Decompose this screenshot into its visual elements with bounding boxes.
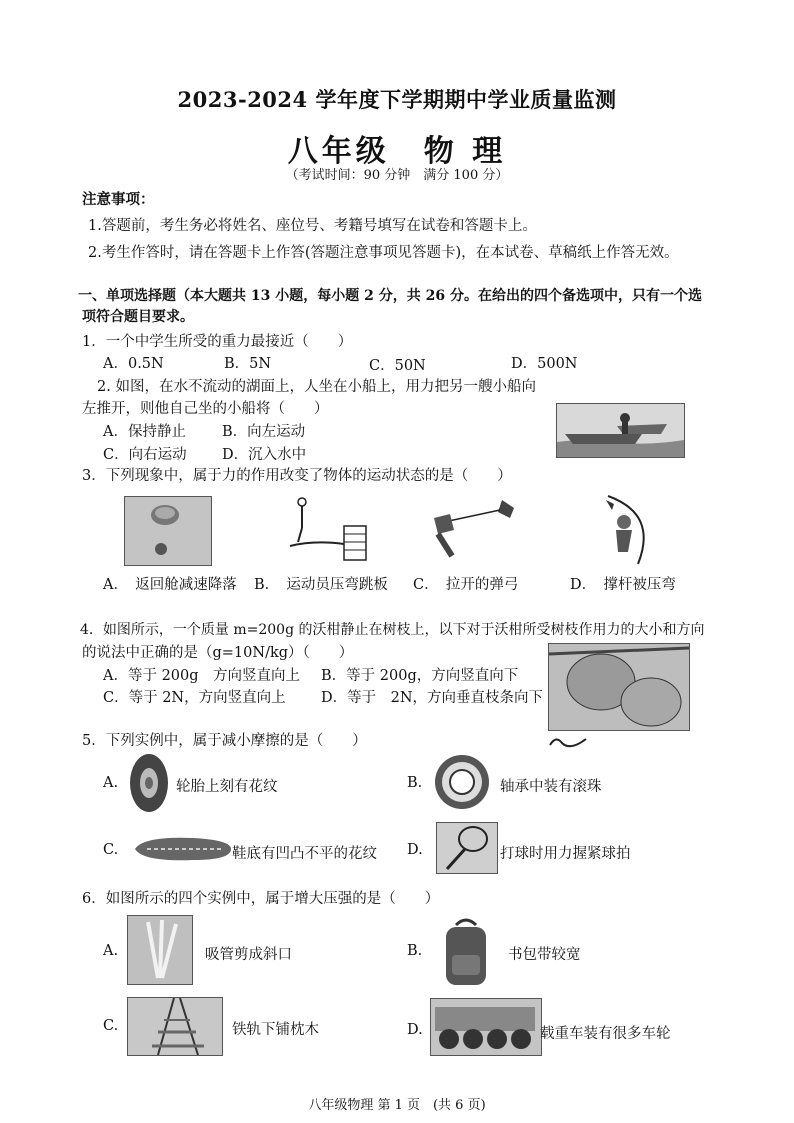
q5-option-c-text: 鞋底有凹凸不平的花纹 bbox=[232, 846, 377, 862]
subject-title: 八年级 物 理 bbox=[287, 134, 507, 169]
boat-image bbox=[556, 403, 685, 458]
q6-option-b-letter: B. bbox=[407, 943, 423, 959]
q5-option-b-letter: B. bbox=[407, 775, 423, 791]
q1-option-c: C．50N bbox=[369, 358, 426, 374]
q2-stem-line2: 左推开，则他自己坐的小船将（ ） bbox=[82, 401, 329, 417]
notice-heading: 注意事项： bbox=[82, 191, 155, 208]
q3-option-c: C． 拉开的弹弓 bbox=[413, 577, 519, 593]
q5-option-d-letter: D. bbox=[407, 842, 423, 858]
straw-image bbox=[127, 915, 193, 985]
q6-option-c-text: 铁轨下铺枕木 bbox=[232, 1022, 319, 1038]
q6-option-a-text: 吸管剪成斜口 bbox=[205, 947, 292, 963]
q3-option-a: A． 返回舱减速降落 bbox=[103, 577, 237, 593]
q5-option-c-letter: C. bbox=[103, 842, 119, 858]
pole-vault-image bbox=[598, 494, 662, 566]
q3-option-b: B． 运动员压弯跳板 bbox=[254, 577, 388, 593]
tire-image bbox=[128, 752, 170, 814]
q4-option-b: B．等于 200g，方向竖直向下 bbox=[321, 668, 519, 684]
q5-option-a-text: 轮胎上刻有花纹 bbox=[176, 779, 278, 795]
q3-option-d: D． 撑杆被压弯 bbox=[570, 577, 676, 593]
q5-stem: 5．下列实例中，属于减小摩擦的是（ ） bbox=[82, 733, 367, 749]
orange-image bbox=[548, 643, 690, 731]
section1-heading-line2: 项符合题目要求。 bbox=[82, 309, 194, 325]
q3-stem: 3．下列现象中，属于力的作用改变了物体的运动状态的是（ ） bbox=[82, 468, 512, 484]
railway-image bbox=[127, 997, 223, 1056]
q6-option-a-letter: A. bbox=[103, 943, 119, 959]
q6-stem: 6．如图所示的四个实例中，属于增大压强的是（ ） bbox=[82, 891, 440, 907]
racket-image bbox=[436, 822, 498, 874]
exam-info: （考试时间：90 分钟 满分 100 分） bbox=[285, 168, 509, 183]
q2-option-c: C．向右运动 bbox=[103, 447, 187, 463]
shoe-sole-image bbox=[133, 834, 233, 864]
backpack-image bbox=[440, 915, 492, 987]
q4-stem-line2: 的说法中正确的是（g=10N/kg）（ ） bbox=[82, 645, 354, 661]
bearing-image bbox=[433, 751, 491, 813]
q5-option-d-text: 打球时用力握紧球拍 bbox=[500, 846, 631, 862]
q4-option-d: D．等于 2N，方向垂直枝条向下 bbox=[321, 690, 544, 706]
slingshot-image bbox=[432, 496, 516, 558]
notice-item-2: 2.考生作答时，请在答题卡上作答(答题注意事项见答题卡)，在本试卷、草稿纸上作答无效。 bbox=[88, 245, 679, 261]
q2-stem-line1: 2. 如图，在水不流动的湖面上，人坐在小船上，用力把另一艘小船向 bbox=[97, 379, 536, 395]
exam-title: 2023-2024 学年度下学期期中学业质量监测 bbox=[177, 87, 617, 112]
q6-option-c-letter: C. bbox=[103, 1018, 119, 1034]
page-footer: 八年级物理 第 1 页 (共 6 页) bbox=[308, 1098, 486, 1113]
capsule-image bbox=[124, 496, 212, 566]
q4-option-c: C．等于 2N，方向竖直向上 bbox=[103, 690, 286, 706]
q6-option-d-letter: D. bbox=[407, 1022, 423, 1038]
scribble-mark bbox=[548, 733, 588, 753]
q1-option-d: D．500N bbox=[511, 356, 578, 372]
q4-stem-line1: 4．如图所示，一个质量 m=200g 的沃柑静止在树枝上，以下对于沃柑所受树枝作用力的大小和方向 bbox=[80, 622, 705, 638]
truck-image bbox=[430, 998, 542, 1056]
q6-option-d-text: 载重车装有很多车轮 bbox=[540, 1026, 671, 1042]
q1-stem: 1．一个中学生所受的重力最接近（ ） bbox=[82, 334, 353, 350]
q2-option-a: A．保持静止 bbox=[103, 424, 186, 440]
q6-option-b-text: 书包带较宽 bbox=[508, 947, 581, 963]
q5-option-b-text: 轴承中装有滚珠 bbox=[500, 779, 602, 795]
section1-heading-line1: 一、单项选择题（本大题共 13 小题，每小题 2 分，共 26 分。在给出的四个备选项中，只有一个选 bbox=[78, 288, 702, 304]
q2-option-d: D．沉入水中 bbox=[222, 447, 307, 463]
q4-option-a: A．等于 200g 方向竖直向上 bbox=[103, 668, 301, 684]
notice-item-1: 1.答题前，考生务必将姓名、座位号、考籍号填写在试卷和答题卡上。 bbox=[88, 218, 537, 234]
q5-option-a-letter: A. bbox=[103, 775, 119, 791]
diver-image bbox=[284, 494, 370, 564]
q2-option-b: B．向左运动 bbox=[222, 424, 306, 440]
q1-option-b: B．5N bbox=[224, 356, 272, 372]
q1-option-a: A．0.5N bbox=[103, 356, 164, 372]
